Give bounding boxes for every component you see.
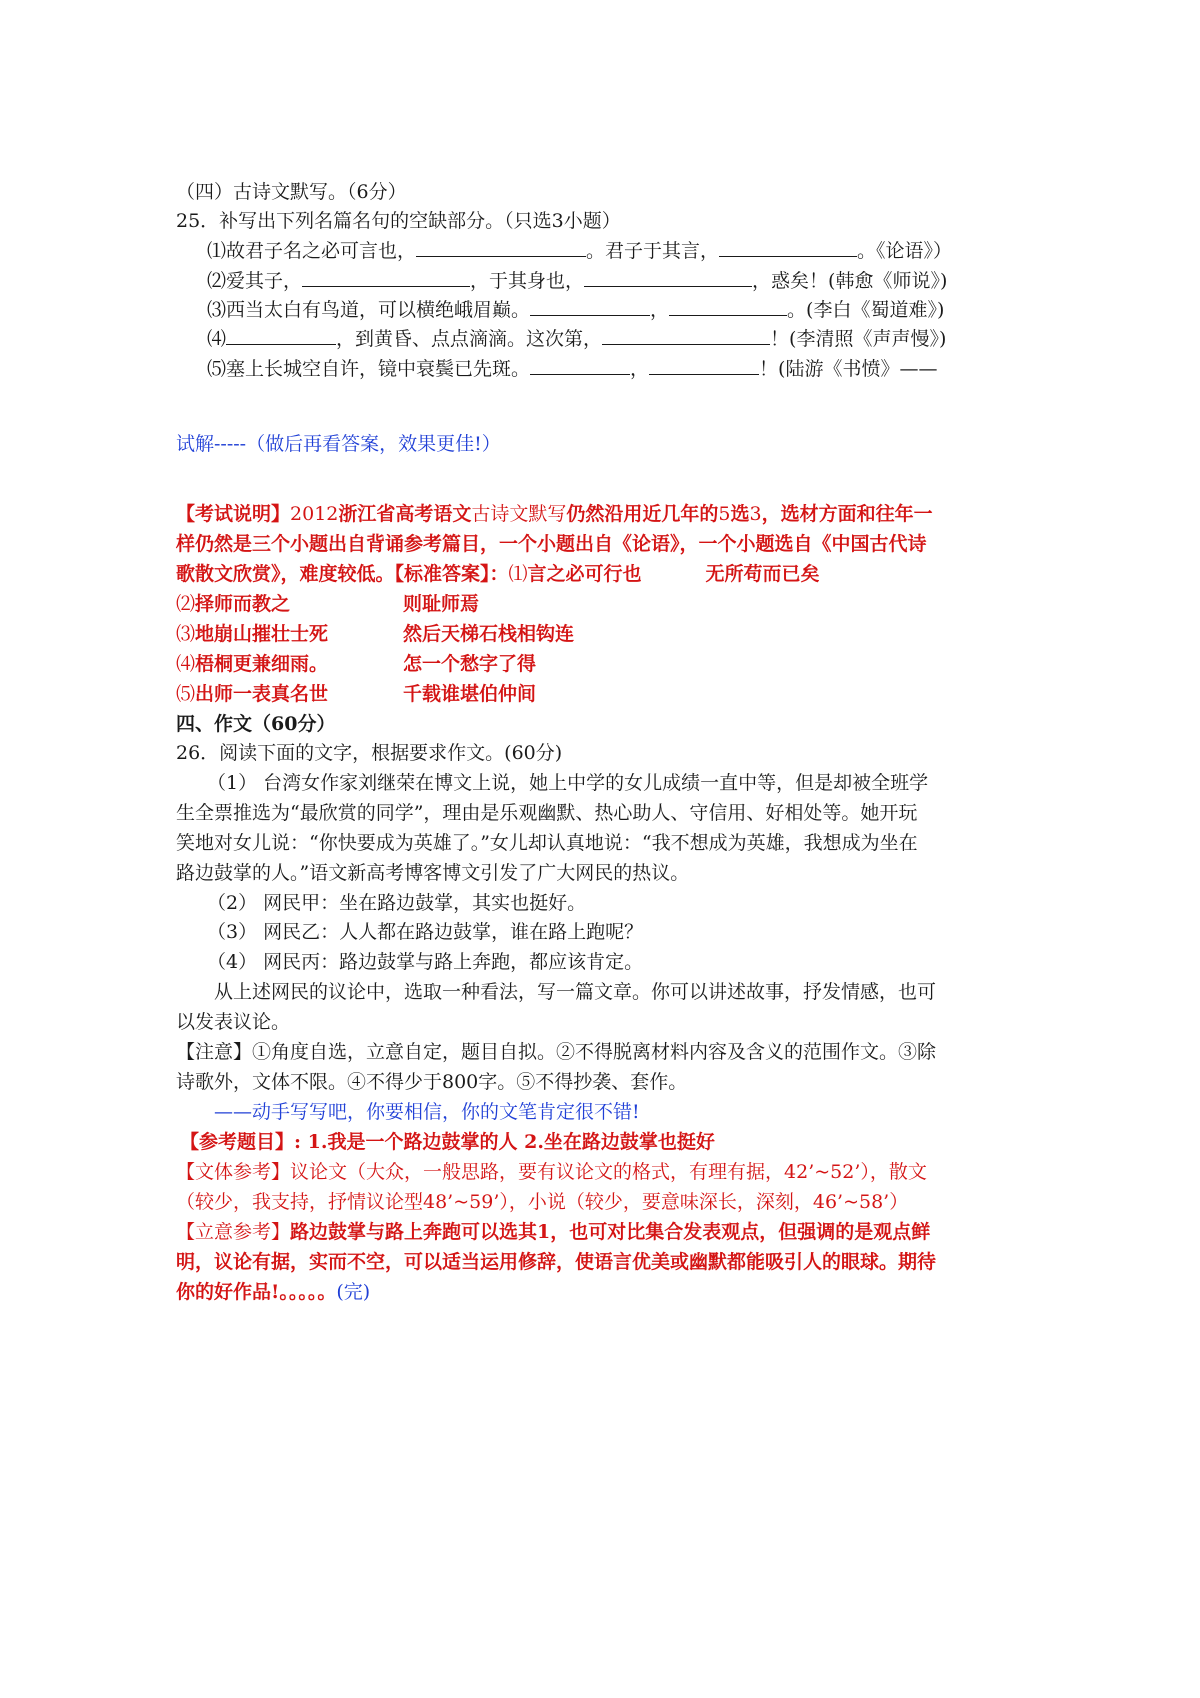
line-text: ，于其身也， <box>470 270 585 292</box>
idea-reference-line-2: 明，议论有据，实而不空，可以适当运用修辞，使语言优美或幽默都能吸引人的眼球。期待 <box>176 1251 937 1273</box>
answer-blank <box>669 297 787 316</box>
answer-row <box>176 590 479 618</box>
line-text: ！(陆游《书愤》—— <box>759 358 938 380</box>
answer-number: ⑵ <box>176 593 196 615</box>
material-1-line-1: （1） 台湾女作家刘继荣在博文上说，她上中学的女儿成绩一直中等，但是却被全班学 <box>207 772 929 794</box>
idea-reference-line-3 <box>176 1278 370 1306</box>
number: 5 <box>718 503 731 525</box>
answer-blank <box>302 268 470 287</box>
question-26-stem: 26．阅读下面的文字，根据要求作文。(60分) <box>176 742 563 764</box>
answer-blank <box>649 356 759 375</box>
answer-blank <box>530 356 630 375</box>
section-title-poetry: （四）古诗文默写。（6分） <box>176 181 407 203</box>
answer-blank <box>416 238 586 257</box>
idea-reference-line-1 <box>176 1218 930 1246</box>
line-text: ， <box>630 358 650 380</box>
line-text: 议论文（大众，一般思路，要有议论文的格式，有理有据，42’~52’），散文 <box>290 1161 927 1183</box>
line-text: 歌散文欣赏》，难度较低。【标准答案】： <box>176 563 509 585</box>
answer-row <box>176 620 574 648</box>
question-25-stem: 25．补写出下列名篇名句的空缺部分。（只选3小题） <box>176 210 621 232</box>
reference-titles-label: 【参考题目】 <box>180 1131 295 1153</box>
year: 2012 <box>290 503 339 525</box>
answer-a: 言之必可行也 <box>527 563 642 585</box>
line-text: 路边鼓掌与路上奔跑可以选其1，也可对比集合发表观点，但强调的是观点鲜 <box>290 1221 931 1243</box>
answer-b: 怎一个愁字了得 <box>403 653 537 675</box>
question-25-line-5 <box>207 355 937 383</box>
answer-blank <box>584 268 752 287</box>
question-25-line-2 <box>207 267 947 295</box>
line-text: 。君子于其言， <box>586 240 720 262</box>
style-reference-label: 【文体参考】 <box>176 1161 291 1183</box>
line-text: 古诗文默写 <box>471 503 567 525</box>
trial-hint: 试解-----（做后再看答案，效果更佳!） <box>176 433 501 455</box>
line-text: ⑶西当太白有鸟道，可以横绝峨眉巅。 <box>207 299 531 321</box>
material-3: （3） 网民乙：人人都在路边鼓掌，谁在路上跑呢？ <box>207 921 644 943</box>
encouragement: ——动手写写吧，你要相信，你的文笔肯定很不错! <box>214 1101 640 1123</box>
notice-line-1: 【注意】①角度自选，立意自定，题目自拟。②不得脱离材料内容及含义的范围作文。③除 <box>176 1041 937 1063</box>
answer-b: 千载谁堪伯仲间 <box>403 683 537 705</box>
notice-line-2: 诗歌外，文体不限。④不得少于800字。⑤不得抄袭、套作。 <box>176 1071 688 1093</box>
line-text: ⑷ <box>207 328 227 350</box>
end-marker: (完) <box>336 1281 371 1303</box>
exam-note-line-3 <box>176 560 820 588</box>
line-text: 仍然沿用近几年的 <box>566 503 719 525</box>
line-text: 浙江省高考语文 <box>338 503 472 525</box>
section-title-essay: 四、作文（60分） <box>176 713 336 735</box>
exam-note-line-2: 样仍然是三个小题出自背诵参考篇目，一个小题出自《论语》，一个小题选自《中国古代诗 <box>176 533 927 555</box>
answer-blank <box>719 238 857 257</box>
material-4: （4） 网民丙：路边鼓掌与路上奔跑，都应该肯定。 <box>207 951 644 973</box>
question-25-line-1 <box>207 237 952 265</box>
line-text: 。(李白《蜀道难》) <box>787 299 945 321</box>
answer-row <box>176 680 536 708</box>
answer-a: 梧桐更兼细雨。 <box>195 653 329 675</box>
exam-note-line-1 <box>176 500 933 528</box>
requirement-line-2: 以发表议论。 <box>176 1011 291 1033</box>
answer-number: ⑸ <box>176 683 196 705</box>
answer-a: 择师而教之 <box>195 593 291 615</box>
line-text: ⑴故君子名之必可言也， <box>207 240 417 262</box>
exam-note-label: 【考试说明】 <box>176 503 291 525</box>
line-text: 你的好作品!。。。。。 <box>176 1281 337 1303</box>
line-text: ， <box>650 299 670 321</box>
answer-b: 然后天梯石栈相钩连 <box>403 623 575 645</box>
answer-blank <box>602 326 770 345</box>
requirement-line-1: 从上述网民的议论中，选取一种看法，写一篇文章。你可以讲述故事，抒发情感，也可 <box>214 981 937 1003</box>
line-text: 选 <box>730 503 750 525</box>
line-text: ⑸塞上长城空自许，镜中衰鬓已先斑。 <box>207 358 531 380</box>
question-25-line-4 <box>207 325 946 353</box>
answer-b: 则耻师焉 <box>403 593 480 615</box>
style-reference-line-1 <box>176 1158 927 1186</box>
line-text: ，惑矣！(韩愈《师说》) <box>752 270 948 292</box>
number: 3 <box>749 503 762 525</box>
line-text: 。《论语》） <box>857 240 953 262</box>
answer-row <box>176 650 536 678</box>
idea-reference-label: 【立意参考】 <box>176 1221 291 1243</box>
style-reference-line-2: （较少，我支持，抒情议论型48’~59’），小说（较少，要意味深长，深刻，46’~58’） <box>176 1191 909 1213</box>
reference-titles-text: : 1.我是一个路边鼓掌的人 2.坐在路边鼓掌也挺好 <box>294 1131 715 1153</box>
line-text: ⑵爱其子， <box>207 270 303 292</box>
material-1-line-3: 笑地对女儿说：“你快要成为英雄了。”女儿却认真地说：“我不想成为英雄，我想成为坐在 <box>176 832 918 854</box>
answer-blank <box>226 326 336 345</box>
reference-titles <box>180 1128 715 1156</box>
line-text: ！(李清照《声声慢》) <box>770 328 947 350</box>
question-25-line-3 <box>207 296 944 324</box>
answer-b: 无所苟而已矣 <box>705 563 820 585</box>
material-1-line-2: 生全票推选为“最欣赏的同学”，理由是乐观幽默、热心助人、守信用、好相处等。她开玩 <box>176 802 918 824</box>
line-text: ，到黄昏、点点滴滴。这次第， <box>336 328 603 350</box>
answer-a: 地崩山摧壮士死 <box>195 623 329 645</box>
answer-blank <box>530 297 650 316</box>
answer-a: 出师一表真名世 <box>195 683 329 705</box>
answer-number: ⑷ <box>176 653 196 675</box>
line-text: ，选材方面和往年一 <box>761 503 933 525</box>
material-2: （2） 网民甲：坐在路边鼓掌，其实也挺好。 <box>207 892 587 914</box>
answer-number: ⑶ <box>176 623 196 645</box>
answer-number: ⑴ <box>508 563 528 585</box>
material-1-line-4: 路边鼓掌的人。”语文新高考博客博文引发了广大网民的热议。 <box>176 862 690 884</box>
